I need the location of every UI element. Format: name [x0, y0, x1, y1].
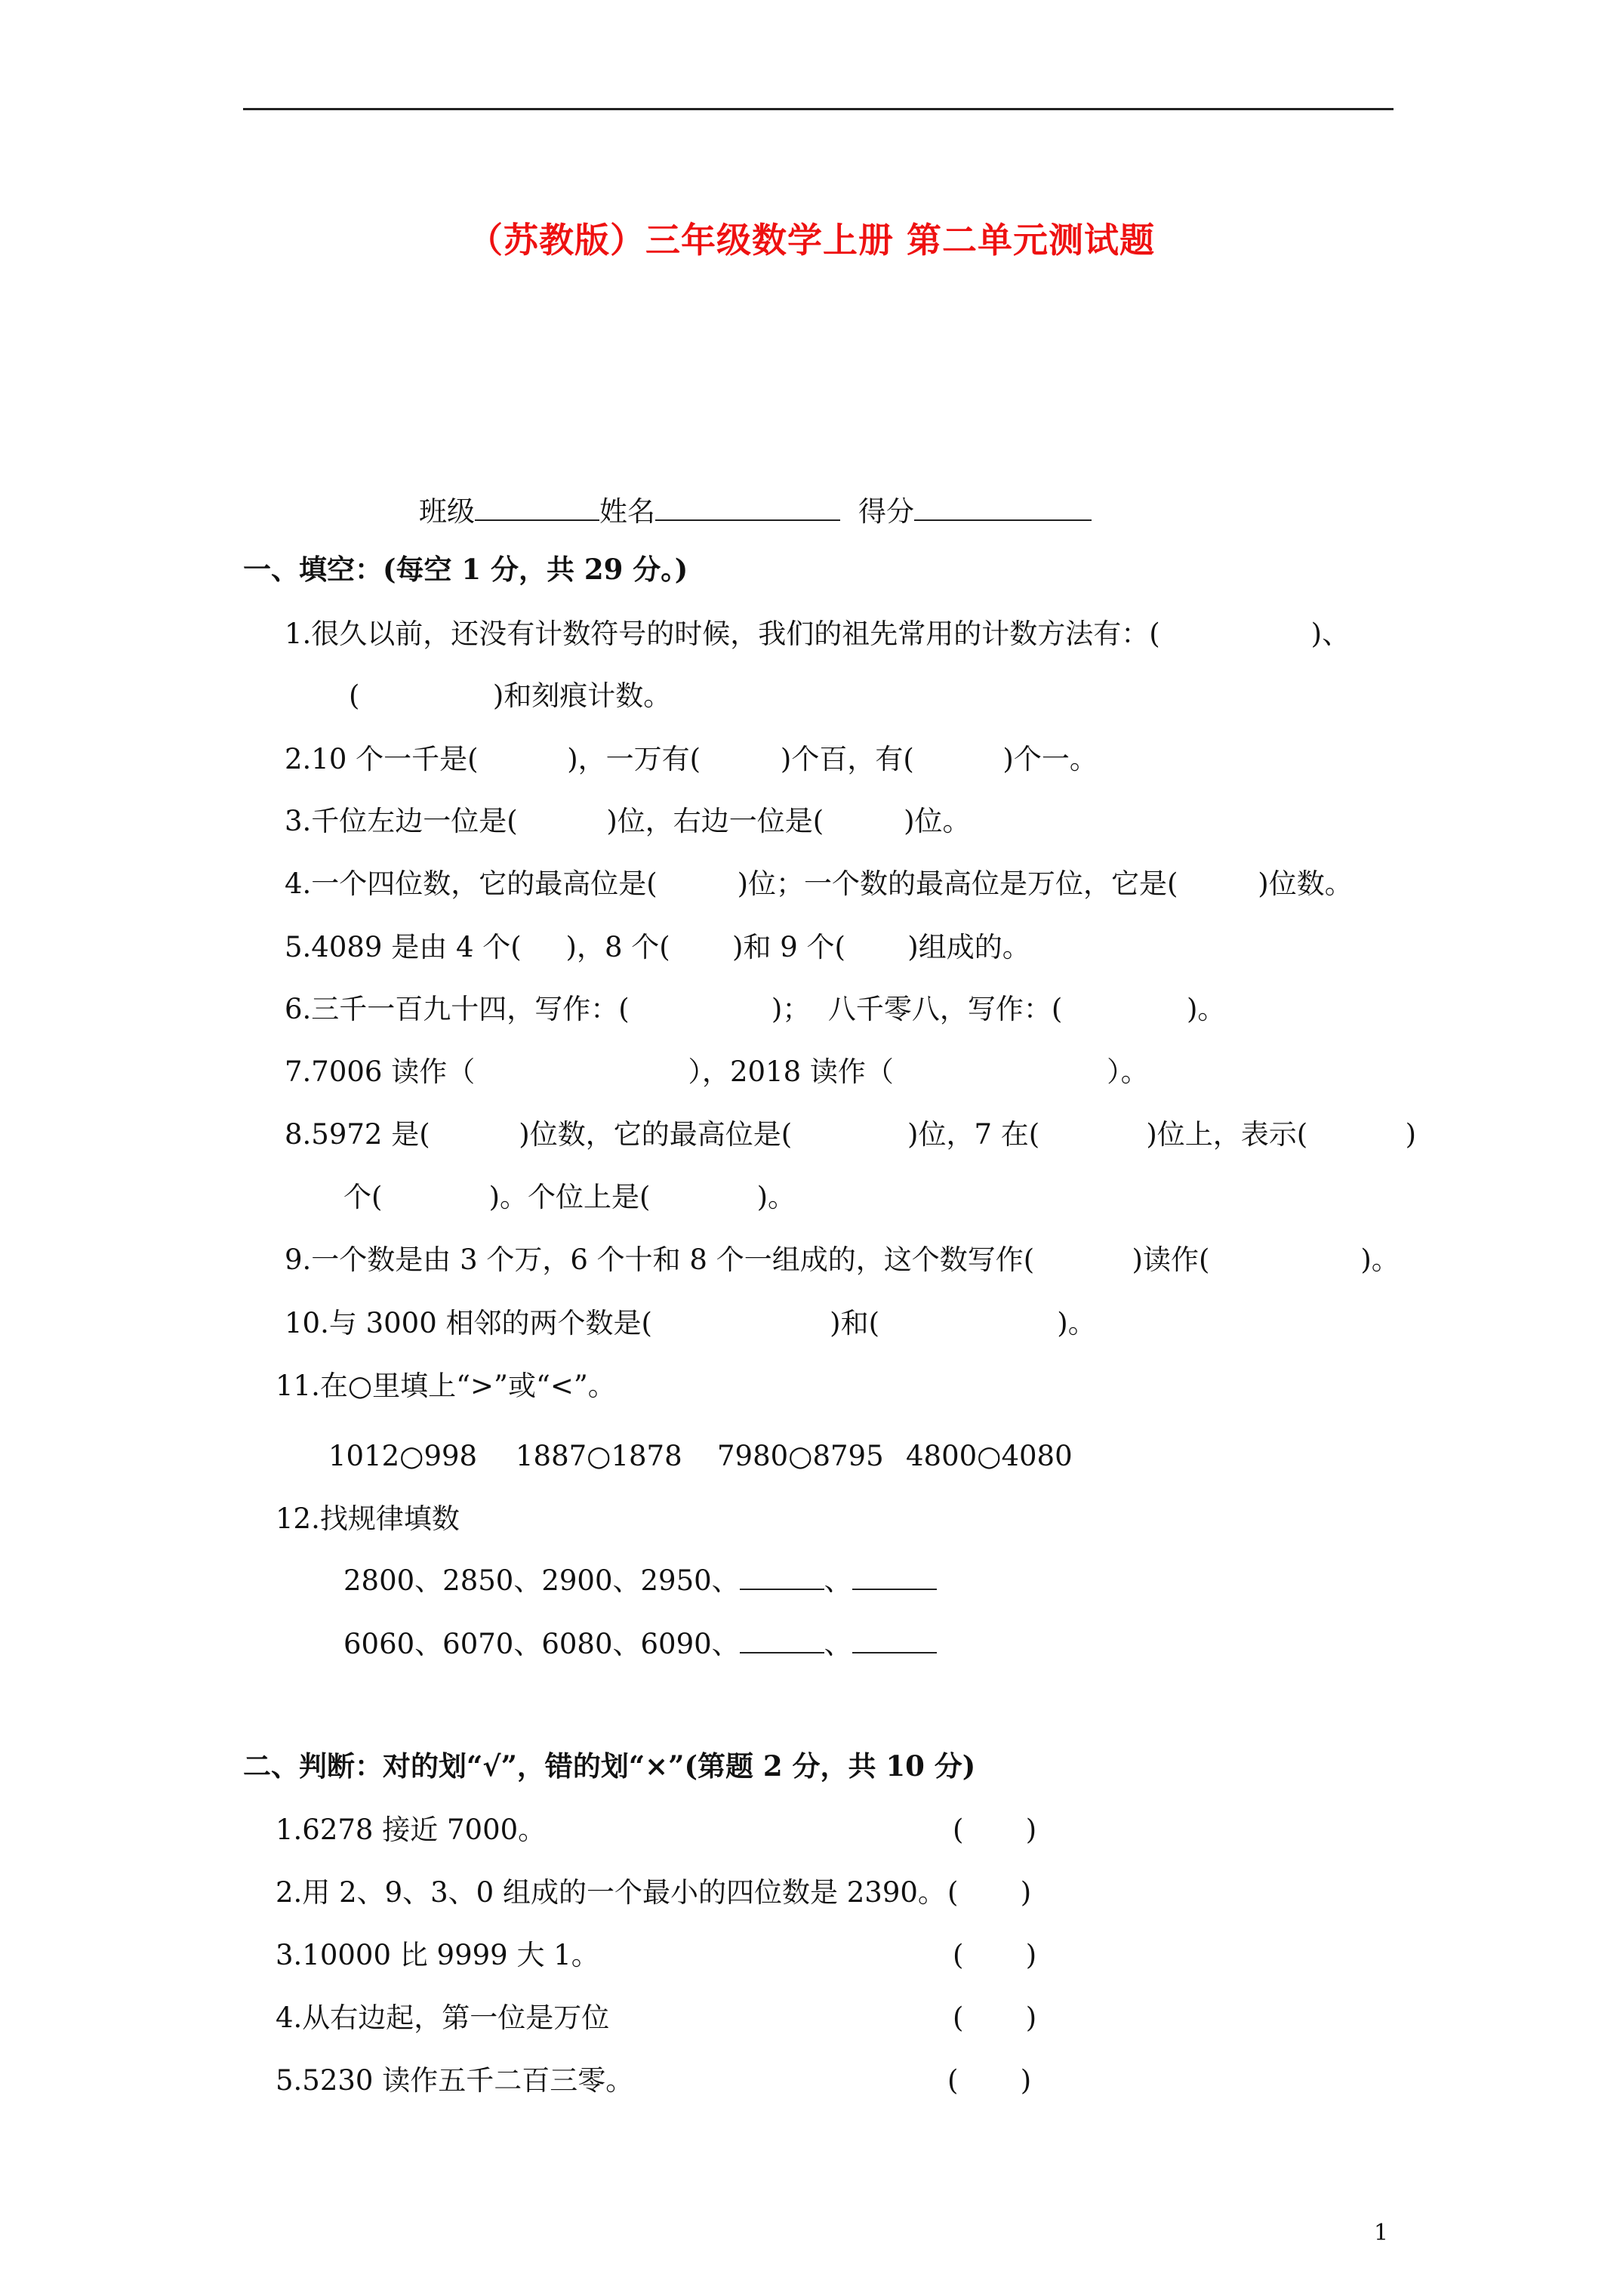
compare-item-3: 7980○8795	[717, 1440, 884, 1472]
class-label: 班级	[419, 495, 475, 528]
judge-answer-1[interactable]: ( )	[953, 1814, 1037, 1846]
pattern-row-1	[343, 1563, 937, 1599]
judge-item-4: 4.从右边起，第一位是万位	[276, 2002, 610, 2034]
page-number: 1	[1374, 2220, 1389, 2246]
pattern-row-1-numbers: 2800、2850、2900、2950、	[343, 1564, 740, 1597]
judge-item-5: 5.5230 读作五千二百三零。	[276, 2064, 634, 2097]
compare-item-1: 1012○998	[328, 1440, 478, 1472]
name-blank[interactable]	[655, 491, 840, 521]
score-blank[interactable]	[914, 491, 1092, 521]
judge-item-3: 3.10000 比 9999 大 1。	[276, 1939, 599, 1971]
question-5: 5.4089 是由 4 个( )，8 个( )和 9 个( )组成的。	[285, 931, 1030, 963]
compare-item-4: 4800○4080	[906, 1440, 1073, 1472]
pattern-row-2-blank-2[interactable]	[852, 1626, 937, 1653]
pattern-row-1-blank-1[interactable]	[740, 1563, 824, 1590]
judge-answer-5[interactable]: ( )	[947, 2064, 1032, 2097]
name-label: 姓名	[599, 495, 655, 528]
question-8b: 个( )。个位上是( )。	[343, 1181, 796, 1213]
separator: 、	[824, 1564, 852, 1597]
pattern-row-1-blank-2[interactable]	[852, 1563, 937, 1590]
header-rule	[243, 108, 1394, 110]
question-12: 12.找规律填数	[276, 1502, 460, 1535]
section2-heading: 二、判断：对的划“√”，错的划“×”(第题 2 分，共 10 分)	[243, 1749, 976, 1783]
question-8a: 8.5972 是( )位数，它的最高位是( )位，7 在( )位上，表示( )	[285, 1118, 1417, 1151]
compare-item-2: 1887○1878	[516, 1440, 682, 1472]
pattern-row-2	[343, 1626, 937, 1663]
section1-heading: 一、填空：(每空 1 分，共 29 分。)	[243, 553, 688, 586]
judge-answer-3[interactable]: ( )	[953, 1939, 1037, 1971]
question-9: 9.一个数是由 3 个万，6 个十和 8 个一组成的，这个数写作( )读作( )。	[285, 1244, 1400, 1276]
score-label: 得分	[858, 495, 914, 528]
judge-item-1: 1.6278 接近 7000。	[276, 1814, 547, 1846]
class-blank[interactable]	[475, 491, 599, 521]
judge-answer-2[interactable]: ( )	[947, 1876, 1032, 1909]
question-6: 6.三千一百九十四，写作：( )； 八千零八，写作：( )。	[285, 993, 1226, 1025]
question-10: 10.与 3000 相邻的两个数是( )和( )。	[285, 1307, 1096, 1339]
question-3: 3.千位左边一位是( )位，右边一位是( )位。	[285, 805, 971, 837]
separator: 、	[824, 1628, 852, 1660]
question-1a: 1.很久以前，还没有计数符号的时候，我们的祖先常用的计数方法有：( )、	[285, 618, 1350, 650]
question-7: 7.7006 读作（ ），2018 读作（ ）。	[285, 1056, 1149, 1088]
question-2: 2.10 个一千是( )，一万有( )个百，有( )个一。	[285, 743, 1098, 775]
page-title: （苏教版）三年级数学上册 第二单元测试题	[467, 220, 1155, 260]
question-1b: ( )和刻痕计数。	[349, 680, 672, 712]
pattern-row-2-numbers: 6060、6070、6080、6090、	[343, 1628, 740, 1660]
question-4: 4.一个四位数，它的最高位是( )位；一个数的最高位是万位，它是( )位数。	[285, 868, 1353, 900]
judge-answer-4[interactable]: ( )	[953, 2002, 1037, 2034]
pattern-row-2-blank-1[interactable]	[740, 1626, 824, 1653]
question-11: 11.在○里填上“>”或“<”。	[276, 1370, 616, 1402]
student-info-line	[419, 491, 1092, 530]
judge-item-2: 2.用 2、9、3、0 组成的一个最小的四位数是 2390。	[276, 1876, 946, 1909]
